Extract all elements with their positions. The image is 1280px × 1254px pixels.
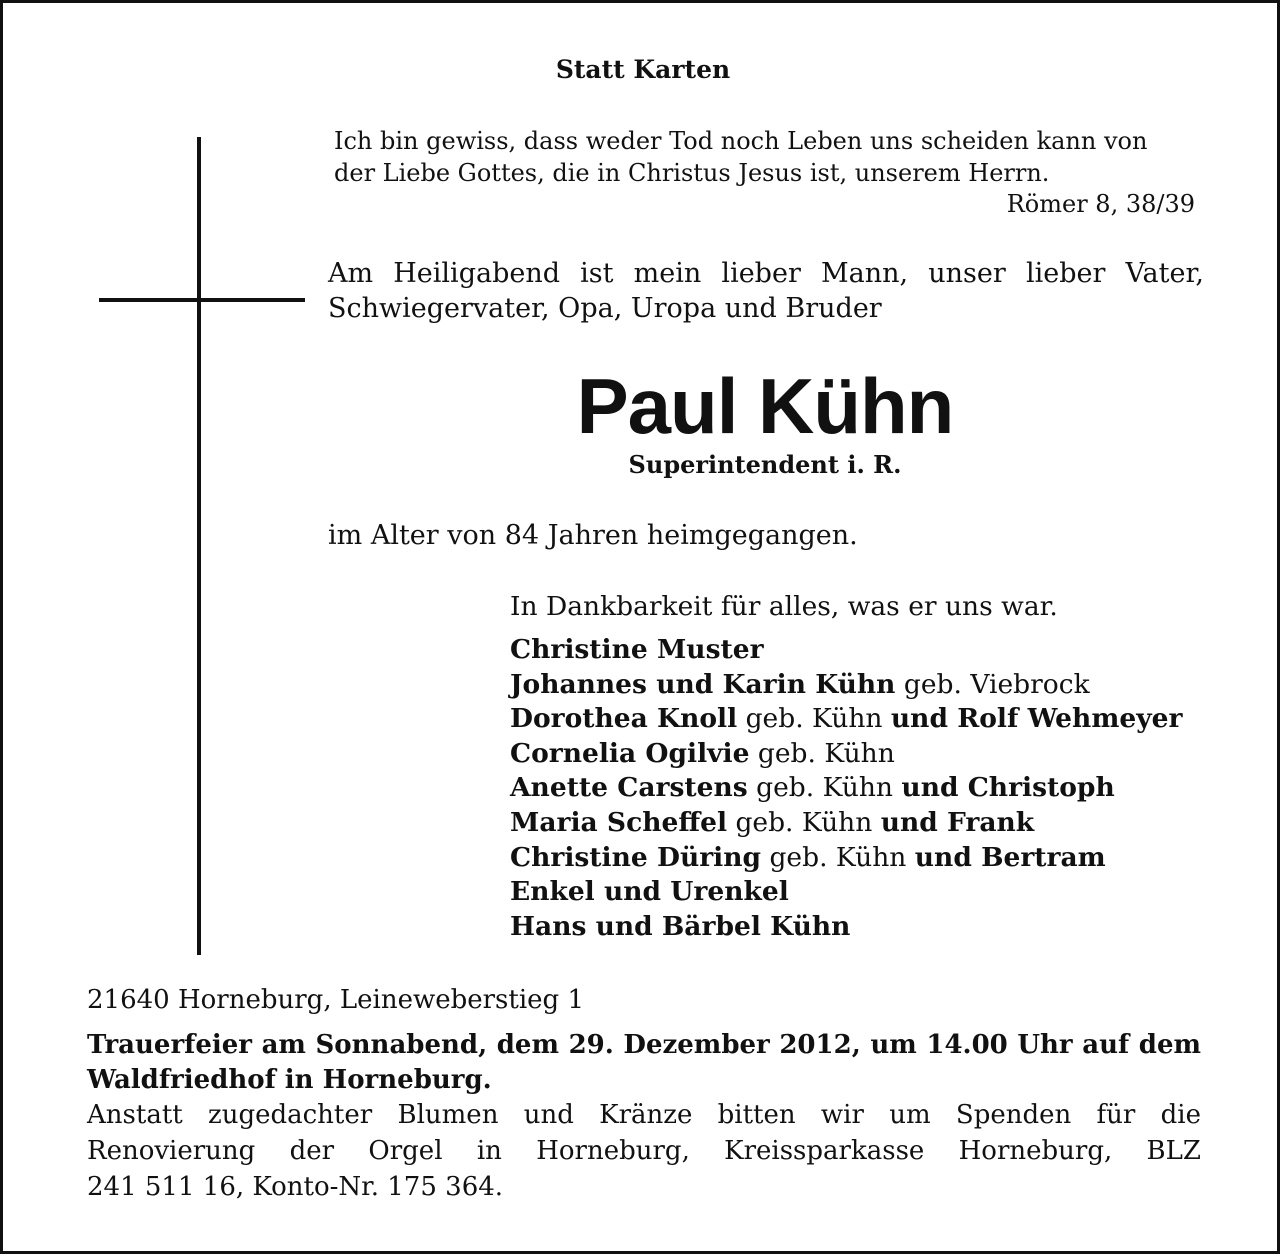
mourner-name: und Rolf Wehmeyer [890,703,1183,735]
deceased-name: Paul Kühn [576,362,954,450]
mourner-line [510,842,1106,873]
mourner-name: und Bertram [914,841,1106,873]
mourner-birth-name: geb. Kühn [749,737,895,769]
mourner-line [510,738,895,769]
cross-icon-vertical [197,137,201,955]
deceased-title: Superintendent i. R. [628,450,902,479]
mourner-line [510,703,1182,734]
mourner-line [510,807,1034,838]
mourner-birth-name: geb. Kühn [727,807,881,838]
thanks-line: In Dankbarkeit für alles, was er uns war. [510,591,1058,622]
service-line-2: Waldfriedhof in Horneburg. [87,1065,492,1095]
address: 21640 Horneburg, Leineweberstieg 1 [87,985,584,1015]
header-statt-karten: Statt Karten [555,55,731,84]
mourner-name: Anette Carstens [510,772,748,804]
mourner-birth-name: geb. Kühn [737,703,891,735]
mourner-birth-name: geb. Kühn [761,841,915,873]
mourner-name: und Christoph [901,772,1115,804]
mourner-birth-name: geb. Viebrock [895,668,1090,700]
verse-line-2: der Liebe Gottes, die in Christus Jesus ist, unserem Herrn. [334,159,1050,187]
mourner-name: Maria Scheffel [510,807,728,838]
mourner-name: Christine Muster [510,634,764,665]
mourner-line [510,634,764,665]
mourner-line [510,876,789,907]
mourner-line [510,669,1090,700]
donation-line-3: 241 511 16, Konto-Nr. 175 364. [87,1172,504,1202]
mourner-line [510,911,850,942]
mourner-name: Johannes und Karin Kühn [510,668,896,700]
mourner-line [510,772,1115,803]
cross-icon-horizontal [99,298,305,302]
mourner-name: und Frank [880,807,1035,838]
mourner-name: Cornelia Ogilvie [510,737,750,769]
mourner-name: Enkel und Urenkel [510,876,789,908]
mourner-name: Hans und Bärbel Kühn [510,910,851,942]
donation-line-2: Renovierung der Orgel in Horneburg, Kreissparkasse Horneburg, BLZ [87,1136,1201,1166]
mourner-birth-name: geb. Kühn [747,772,902,804]
intro-line-2: Schwiegervater, Opa, Uropa und Bruder [328,293,882,324]
intro-line-1: Am Heiligabend ist mein lieber Mann, unser lieber Vater, [328,258,1204,289]
mourner-name: Dorothea Knoll [510,703,738,735]
mourner-name: Christine Düring [510,841,762,873]
verse-reference: Römer 8, 38/39 [1006,190,1195,218]
age-line: im Alter von 84 Jahren heimgegangen. [328,520,858,551]
verse-line-1: Ich bin gewiss, dass weder Tod noch Leben uns scheiden kann von [334,127,1148,155]
donation-line-1: Anstatt zugedachter Blumen und Kränze bitten wir um Spenden für die [87,1100,1201,1130]
service-line-1: Trauerfeier am Sonnabend, dem 29. Dezember 2012, um 14.00 Uhr auf dem [87,1030,1201,1060]
